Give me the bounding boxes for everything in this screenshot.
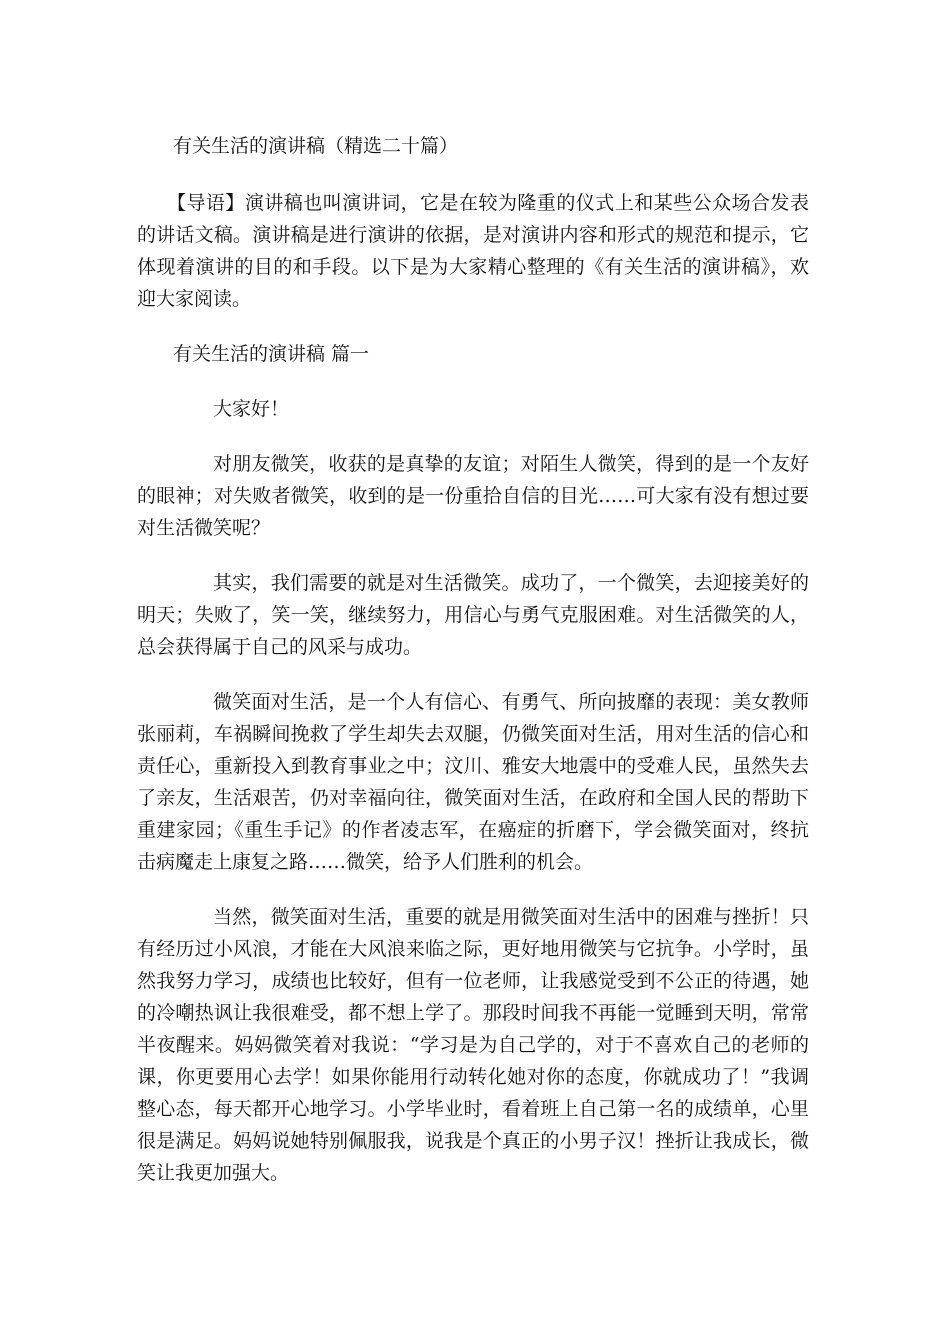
greeting: 大家好！ <box>213 398 290 420</box>
body-paragraph: 当然，微笑面对生活，重要的就是用微笑面对生活中的困难与挫折！只有经历过小风浪，才能在大风浪来临之际，更好地用微笑与它抗争。小学时，虽然我努力学习，成绩也比较好，但有一位老师，让我感觉受到不公正的待遇，她的冷嘲热讽让我很难受，都不想上学了。那段时间我不再能一觉睡到天明，常常半夜醒来。妈妈微笑着对我说：“学习是为自己学的，对于不喜欢自己的老师的课，你更要用心去学！如果你能用行动转化她对你的态度，你就成功了！”我调整心态，每天都开心地学习。小学毕业时，看着班上自己第一名的成绩单，心里很是满足。妈妈说她特别佩服我，说我是个真正的小男子汉！挫折让我成长，微笑让我更加强大。 <box>137 906 809 1184</box>
document-page <box>137 130 809 1212</box>
section-title: 有关生活的演讲稿 篇一 <box>173 343 370 365</box>
body-paragraph: 其实，我们需要的就是对生活微笑。成功了，一个微笑，去迎接美好的明天；失败了，笑一笑，继续努力，用信心与勇气克服困难。对生活微笑的人，总会获得属于自己的风采与成功。 <box>137 572 809 658</box>
body-paragraph: 对朋友微笑，收获的是真挚的友谊；对陌生人微笑，得到的是一个友好的眼神；对失败者微笑，收到的是一份重拾自信的目光……可大家有没有想过要对生活微笑呢？ <box>137 453 809 539</box>
intro-paragraph: 【导语】演讲稿也叫演讲词，它是在较为隆重的仪式上和某些公众场合发表的讲话文稿。演讲稿是进行演讲的依据，是对演讲内容和形式的规范和提示，它体现着演讲的目的和手段。以下是为大家精心整理的《有关生活的演讲稿》，欢迎大家阅读。 <box>137 192 809 310</box>
document-title: 有关生活的演讲稿（精选二十篇） <box>173 135 459 157</box>
body-paragraph: 微笑面对生活，是一个人有信心、有勇气、所向披靡的表现：美女教师张丽莉，车祸瞬间挽救了学生却失去双腿，仍微笑面对生活，用对生活的信心和责任心，重新投入到教育事业之中；汶川、雅安大地震中的受难人民，虽然失去了亲友，生活艰苦，仍对幸福向往，微笑面对生活，在政府和全国人民的帮助下重建家园；《重生手记》的作者凌志军，在癌症的折磨下，学会微笑面对，终抗击病魔走上康复之路……微笑，给予人们胜利的机会。 <box>137 691 809 873</box>
